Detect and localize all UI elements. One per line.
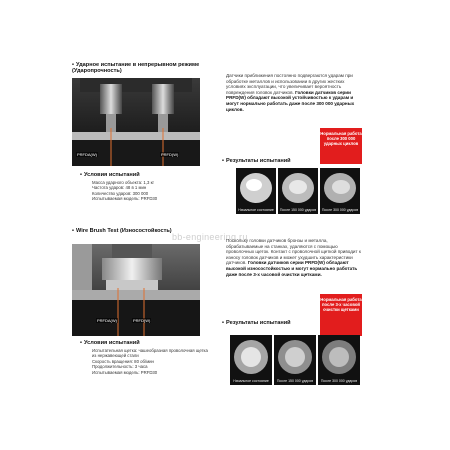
brush-description: Поскольку головки датчиков бронзы и металла, обрабатываемые на станках, удаляются с помощью проволочных щеток. Контакт с проволочной щеткой приводит к износу головок датчиков и может ухудшить характеристики датчиков. Головки датчиков серии PRFD(W) обладают высокой износостойкостью и могут нормально работать даже после 3-х часовой очистки щетками. <box>226 238 361 277</box>
sensor-head-icon <box>318 335 360 379</box>
brush-thumb-300k: После 300 000 ударов <box>318 335 360 385</box>
impact-thumb-150k: После 150 000 ударов <box>278 168 318 214</box>
condition-item: Количество ударов: 300 000 <box>92 190 149 196</box>
condition-item: Испытательная щетка: чашеобразная проволочная щетка из нержавеющей стали <box>92 348 208 359</box>
impact-results-title: • Результаты испытаний <box>222 158 291 164</box>
impact-section-title: • Ударное испытание в непрерывном режиме (Ударопрочность) <box>72 62 200 75</box>
impact-result-badge: Нормальная работа после 300 000 ударных циклов <box>320 128 362 164</box>
brush-label-prfd: PRFD(W) <box>133 318 151 323</box>
condition-item: Скорость вращения: 80 об/мин <box>92 358 154 364</box>
impact-thumb-300k: После 300 000 ударов <box>320 168 360 214</box>
sensor-head-icon <box>320 168 360 208</box>
impact-description: Датчики приближения постоянно подвергаются ударам при обработке металлов и использовании в других жестких условиях эксплуатации, что увеличивает вероятность повреждения головок датчиков. Головки датчиков серии PRFD(W) обладают высокой устойчивостью к ударам и могут нормально работать даже после 300 000 ударных циклов. <box>226 73 355 112</box>
brush-thumb-initial: Начальное состояние <box>230 335 272 385</box>
condition-item: Частота ударов: 48 в 1 мин <box>92 185 147 191</box>
sensor-head-icon <box>230 335 272 379</box>
condition-item: Продолжительность: 3 часа <box>92 364 148 370</box>
sensor-head-icon <box>278 168 318 208</box>
brush-thumb-150k: После 150 000 ударов <box>274 335 316 385</box>
impact-label-prfda: PRFDA(W) <box>77 152 97 157</box>
condition-item: Масса ударного объекта: 1,3 кг <box>92 180 155 185</box>
sensor-head-icon <box>236 168 276 208</box>
impact-conditions-title: • Условия испытаний <box>80 172 140 178</box>
condition-item: Испытываемая модель: PRFD30 <box>92 369 158 375</box>
brush-conditions-title: • Условия испытаний <box>80 340 140 346</box>
sensor-head-icon <box>274 335 316 379</box>
impact-thumb-initial: Начальное состояние <box>236 168 276 214</box>
brush-result-badge: Нормальная работа после 3-х часовой очистки щетками <box>320 294 362 336</box>
condition-item: Испытываемая модель: PRFD30 <box>92 196 158 202</box>
brush-conditions-list <box>92 348 212 375</box>
brush-label-prfda: PRFDA(W) <box>97 318 117 323</box>
watermark: bb-engineering.ru <box>172 232 248 242</box>
impact-conditions-list <box>92 180 212 202</box>
impact-label-prfd: PRFD(W) <box>161 152 179 157</box>
brush-results-title: • Результаты испытаний <box>222 320 291 326</box>
brush-section-title: • Wire Brush Test (Износостойкость) <box>72 228 172 234</box>
